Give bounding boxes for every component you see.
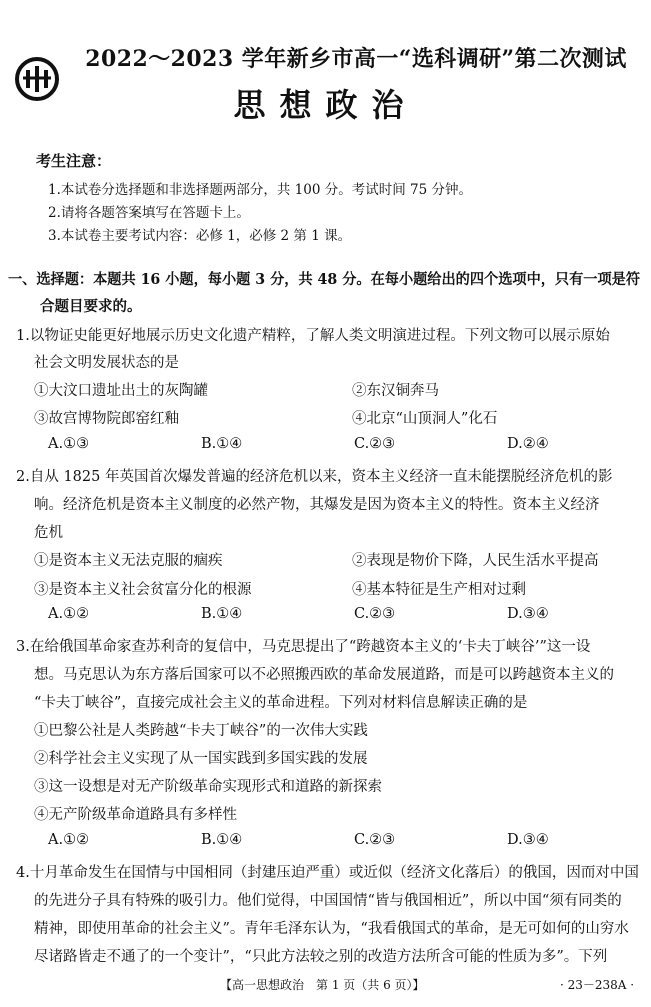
q1-item-1: ①大汶口遗址出土的灰陶罐: [34, 383, 208, 399]
notice-item: 1.本试卷分选择题和非选择题两部分，共 100 分。考试时间 75 分钟。: [48, 182, 472, 198]
question-3-text: “卡夫丁峡谷”，直接完成社会主义的革命进程。下列对材料信息解读正确的是: [34, 695, 528, 711]
q2-choice-b: B.①④: [201, 606, 243, 622]
question-3-text: 想。马克思认为东方落后国家可以不必照搬西欧的革命发展道路，而是可以跨越资本主义的: [34, 667, 614, 683]
q2-choice-a: A.①②: [48, 606, 90, 622]
q1-choice-c: C.②③: [354, 436, 396, 452]
q2-item-2: ②表现是物价下降，人民生活水平提高: [352, 553, 599, 569]
page-number: 【高一思想政治 第 1 页（共 6 页）】: [220, 978, 425, 992]
notice-item: 3.本试卷主要考试内容：必修 1，必修 2 第 1 课。: [48, 228, 352, 244]
question-4-text: 4.十月革命发生在国情与中国相同（封建压迫严重）或近似（经济文化落后）的俄国，因而对中国: [16, 865, 639, 881]
notice-item: 2.请将各题答案填写在答题卡上。: [48, 205, 250, 221]
q3-choice-a: A.①②: [48, 832, 90, 848]
question-4-text: 的先进分子具有特殊的吸引力。他们觉得，中国国情“皆与俄国相近”，所以中国“须有同类的: [34, 893, 622, 909]
question-1-text: 社会文明发展状态的是: [34, 355, 179, 371]
q2-item-3: ③是资本主义社会贫富分化的根源: [34, 582, 252, 598]
question-4-text: 尽诸路皆走不通了的一个变计”，“只此方法较之别的改造方法所含可能的性质为多”。下列: [34, 949, 608, 965]
q1-item-2: ②东汉铜奔马: [352, 383, 439, 399]
q3-item-2: ②科学社会主义实现了从一国实践到多国实践的发展: [34, 751, 368, 767]
question-4-text: 精神，即使用革命的社会主义”。青年毛泽东认为，“我看俄国式的革命，是无可如何的山穷水: [34, 921, 629, 937]
q1-choice-d: D.②④: [507, 436, 549, 452]
q1-choice-b: B.①④: [201, 436, 243, 452]
q1-item-3: ③故宫博物院郎窑红釉: [34, 411, 179, 427]
q1-choice-a: A.①③: [48, 436, 90, 452]
q3-choice-b: B.①④: [201, 832, 243, 848]
q1-item-4: ④北京“山顶洞人”化石: [352, 411, 498, 427]
q2-item-1: ①是资本主义无法克服的痼疾: [34, 553, 223, 569]
q3-choice-c: C.②③: [354, 832, 396, 848]
question-2-text: 2.自从 1825 年英国首次爆发普遍的经济危机以来，资本主义经济一直未能摆脱经济危机的影: [16, 469, 613, 485]
section-instructions-cont: 合题目要求的。: [40, 298, 142, 315]
q2-item-4: ④基本特征是生产相对过剩: [352, 582, 526, 598]
question-2-text: 响。经济危机是资本主义制度的必然产物，其爆发是因为资本主义的特性。资本主义经济: [34, 497, 600, 513]
q3-item-4: ④无产阶级革命道路具有多样性: [34, 807, 237, 823]
q2-choice-d: D.③④: [507, 606, 549, 622]
q3-item-1: ①巴黎公社是人类跨越“卡夫丁峡谷”的一次伟大实践: [34, 723, 368, 739]
question-1-text: 1.以物证史能更好地展示历史文化遗产精粹，了解人类文明演进过程。下列文物可以展示原始: [16, 328, 610, 344]
question-3-text: 3.在给俄国革命家查苏利奇的复信中，马克思提出了“跨越资本主义的‘卡夫丁峡谷’”这一设: [16, 639, 591, 655]
exam-title: 2022～2023 学年新乡市高一“选科调研”第二次测试: [85, 46, 627, 72]
q3-choice-d: D.③④: [507, 832, 549, 848]
q2-choice-c: C.②③: [354, 606, 396, 622]
subject-title: 思想政治: [233, 86, 418, 124]
paper-code: · 23－238A ·: [560, 978, 635, 992]
section-instructions: 一、选择题：本题共 16 小题，每小题 3 分，共 48 分。在每小题给出的四个选项中，只有一项是符: [8, 271, 641, 288]
notice-heading: 考生注意：: [36, 152, 112, 170]
q3-item-3: ③这一设想是对无产阶级革命实现形式和道路的新探索: [34, 779, 382, 795]
question-2-text: 危机: [34, 525, 63, 541]
